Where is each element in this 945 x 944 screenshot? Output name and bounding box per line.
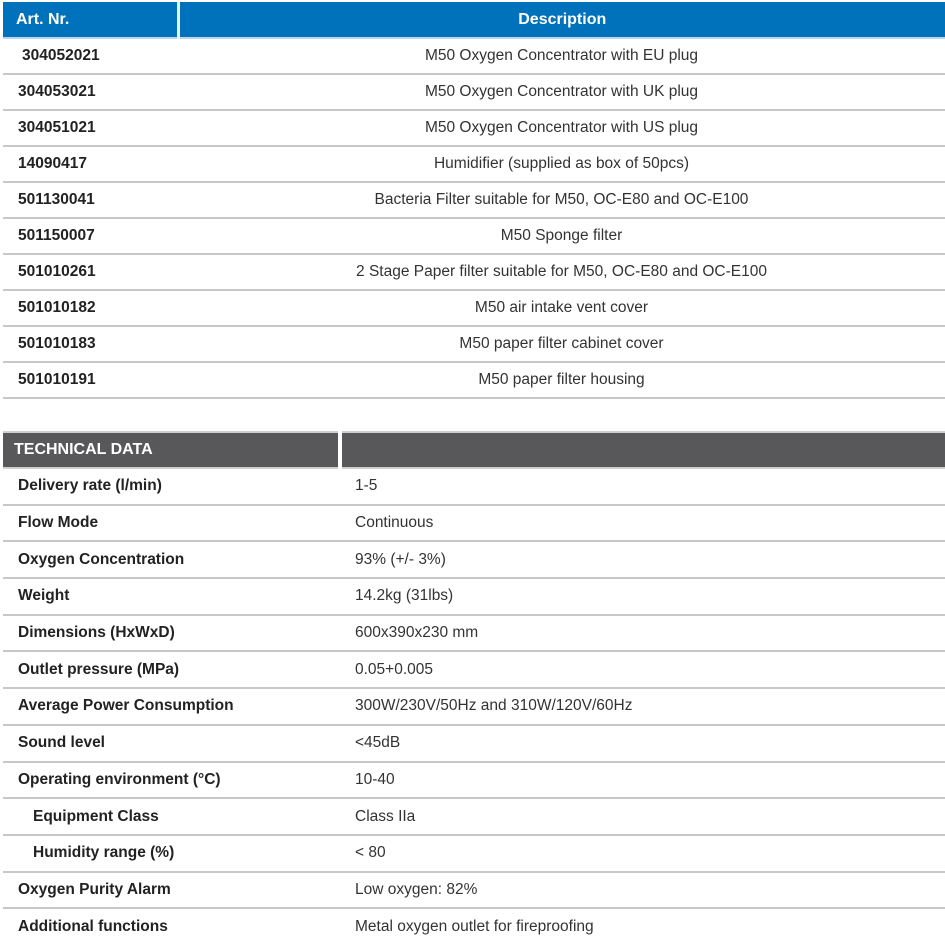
art-nr-cell: 501010183 — [3, 326, 178, 362]
spec-label: Oxygen Concentration — [3, 541, 340, 578]
article-row — [3, 146, 945, 182]
description-cell: M50 paper filter housing — [178, 362, 945, 398]
spec-row — [3, 835, 945, 872]
article-row — [3, 110, 945, 146]
art-nr-cell: 501010261 — [3, 254, 178, 290]
article-row — [3, 362, 945, 398]
art-nr-cell: 14090417 — [3, 146, 178, 182]
spec-row — [3, 798, 945, 835]
art-nr-cell: 501130041 — [3, 182, 178, 218]
spec-row — [3, 762, 945, 799]
art-nr-cell: 501010182 — [3, 290, 178, 326]
spec-value: Continuous — [340, 505, 945, 542]
spec-value: 1-5 — [340, 468, 945, 505]
technical-data-header-blank — [340, 432, 945, 468]
description-cell: M50 paper filter cabinet cover — [178, 326, 945, 362]
art-nr-cell: 501010191 — [3, 362, 178, 398]
spec-value: <45dB — [340, 725, 945, 762]
spec-value: Metal oxygen outlet for fireproofing — [355, 917, 594, 935]
spec-row — [3, 908, 945, 944]
description-cell: Humidifier (supplied as box of 50pcs) — [178, 146, 945, 182]
description-cell: Bacteria Filter suitable for M50, OC-E80 and OC-E100 — [178, 182, 945, 218]
spec-label: Dimensions (HxWxD) — [3, 615, 340, 652]
spec-row — [3, 688, 945, 725]
art-nr-cell: 304051021 — [3, 110, 178, 146]
spec-label: Weight — [3, 578, 340, 615]
spec-row — [3, 468, 945, 505]
spec-value: 14.2kg (31lbs) — [340, 578, 945, 615]
article-table-header — [3, 2, 945, 38]
technical-data-table — [3, 431, 945, 944]
spec-value: 93% (+/- 3%) — [340, 541, 945, 578]
spec-row — [3, 725, 945, 762]
spec-value: 600x390x230 mm — [340, 615, 945, 652]
header-art-nr: Art. Nr. — [3, 2, 178, 38]
description-cell: M50 Oxygen Concentrator with EU plug — [178, 38, 945, 74]
description-cell: M50 air intake vent cover — [178, 290, 945, 326]
spec-row — [3, 651, 945, 688]
spec-row — [3, 541, 945, 578]
technical-data-header — [3, 432, 945, 468]
art-nr-cell: 304052021 — [3, 38, 178, 74]
description-cell: M50 Oxygen Concentrator with UK plug — [178, 74, 945, 110]
spec-label: Sound level — [3, 725, 340, 762]
spec-value: Low oxygen: 82% — [340, 872, 945, 909]
spec-label: Outlet pressure (MPa) — [3, 651, 340, 688]
spec-label: Flow Mode — [3, 505, 340, 542]
article-row — [3, 290, 945, 326]
spec-label: Humidity range (%) — [3, 835, 340, 872]
article-row — [3, 254, 945, 290]
spec-row — [3, 872, 945, 909]
spec-row — [3, 578, 945, 615]
article-row — [3, 74, 945, 110]
article-row — [3, 38, 945, 74]
article-table — [3, 2, 945, 399]
description-cell: 2 Stage Paper filter suitable for M50, OC-E80 and OC-E100 — [178, 254, 945, 290]
description-cell: M50 Sponge filter — [178, 218, 945, 254]
spec-value: < 80 — [340, 835, 945, 872]
art-nr-cell: 304053021 — [3, 74, 178, 110]
spec-label: Additional functions — [18, 917, 168, 935]
spec-label: Oxygen Purity Alarm — [3, 872, 340, 909]
technical-data-title: TECHNICAL DATA — [3, 432, 340, 468]
spec-row — [3, 505, 945, 542]
spec-row — [3, 615, 945, 652]
spec-value: 300W/230V/50Hz and 310W/120V/60Hz — [340, 688, 945, 725]
spec-value: Class IIa — [340, 798, 945, 835]
spec-value: 10-40 — [340, 762, 945, 799]
spec-label: Delivery rate (l/min) — [3, 468, 340, 505]
article-row — [3, 182, 945, 218]
spec-value: 0.05+0.005 — [340, 651, 945, 688]
article-row — [3, 218, 945, 254]
spec-label: Average Power Consumption — [3, 688, 340, 725]
header-description: Description — [178, 2, 945, 38]
art-nr-cell: 501150007 — [3, 218, 178, 254]
description-cell: M50 Oxygen Concentrator with US plug — [178, 110, 945, 146]
spec-label: Equipment Class — [3, 798, 340, 835]
article-row — [3, 326, 945, 362]
spec-label: Operating environment (°C) — [3, 762, 340, 799]
